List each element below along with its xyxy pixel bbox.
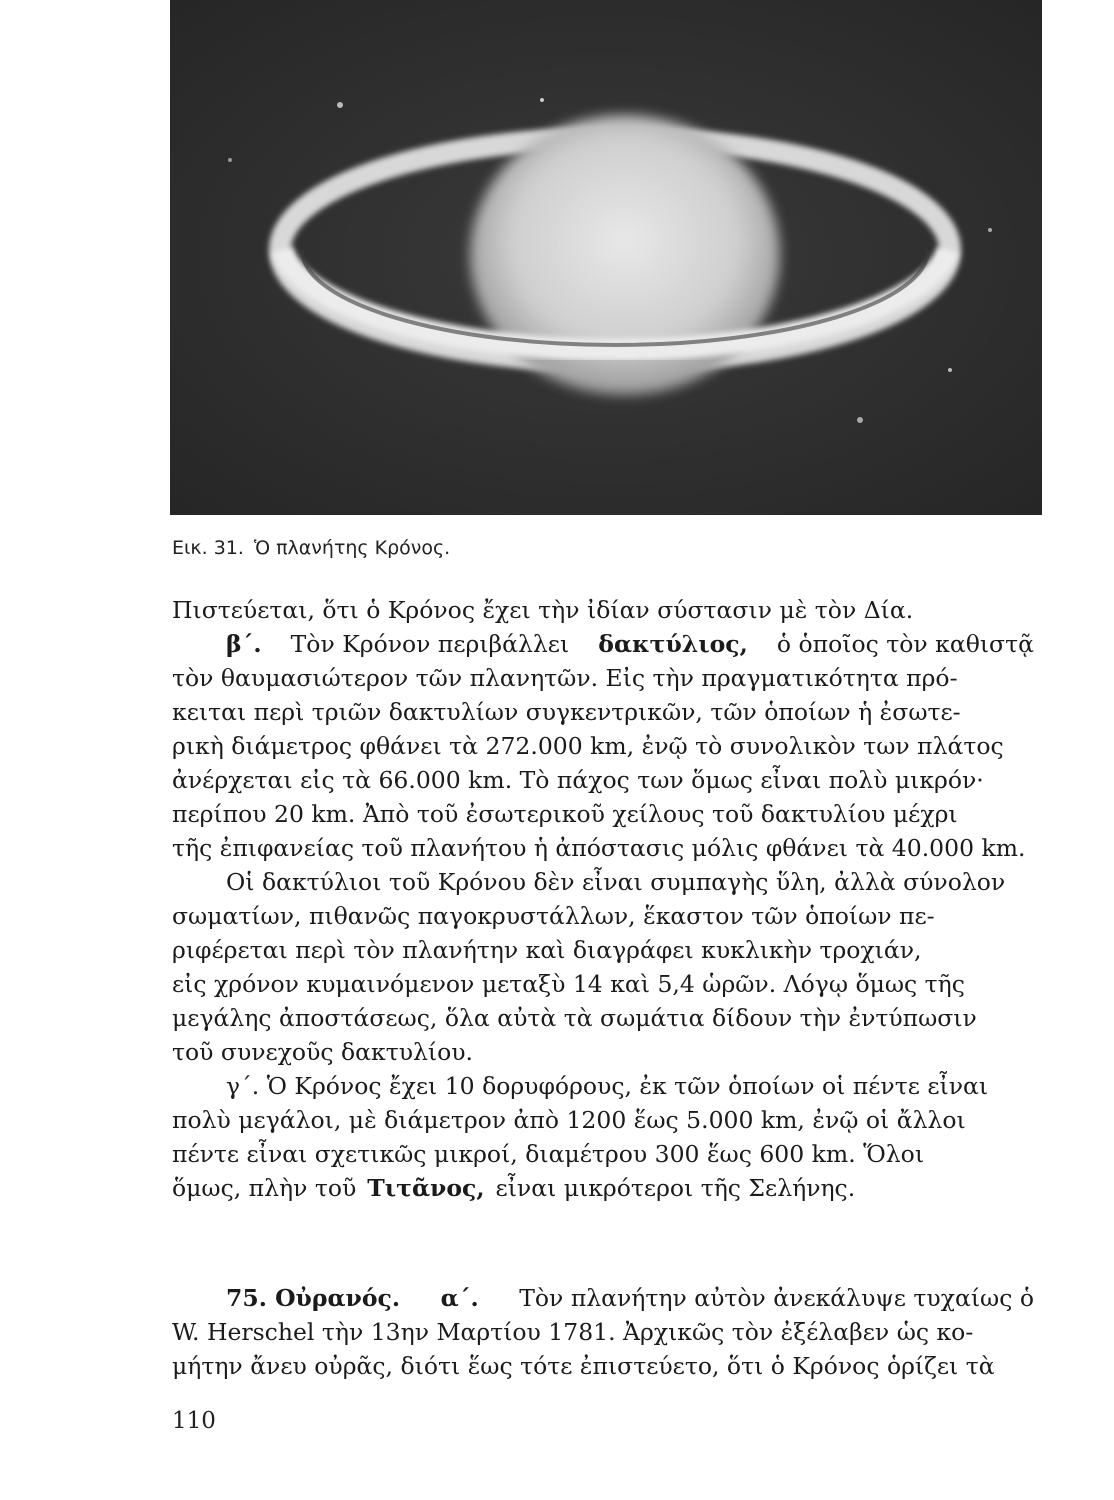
text-line: περίπου 20 km. Ἀπὸ τοῦ ἐσωτερικοῦ χείλους τοῦ δακτυλίου μέχρι [172, 800, 958, 829]
text-fragment: Τὸν Κρόνον περιβάλλει [290, 630, 570, 659]
text-line: πέντε εἶναι σχετικῶς μικροί, διαμέτρου 300 ἕως 600 km. Ὅλοι [172, 1140, 925, 1169]
text-line: εἰς χρόνον κυμαινόμενον μεταξὺ 14 καὶ 5,4 ὡρῶν. Λόγῳ ὅμως τῆς [172, 970, 965, 999]
text-line: Πιστεύεται, ὅτι ὁ Κρόνος ἔχει τὴν ἰδίαν σύστασιν μὲ τὸν Δία. [172, 596, 914, 625]
text-line: ριφέρεται περὶ τὸν πλανήτην καὶ διαγράφει κυκλικὴν τροχιάν, [172, 936, 922, 965]
speck [948, 368, 952, 372]
text-line: Οἱ δακτύλιοι τοῦ Κρόνου δὲν εἶναι συμπαγὴς ὕλη, ἀλλὰ σύνολον [226, 868, 1006, 897]
text-line: ἀνέρχεται εἰς τὰ 66.000 km. Τὸ πάχος των ὅμως εἶναι πολὺ μικρόν· [172, 766, 984, 795]
text-line: κειται περὶ τριῶν δακτυλίων συγκεντρικῶν, τῶν ὁποίων ἡ ἐσωτε- [172, 698, 961, 727]
figure-title: Ὁ πλανήτης Κρόνος. [253, 537, 451, 559]
text-line [172, 1172, 1034, 1206]
section-75 [172, 1282, 1034, 1384]
text-fragment: ὅμως, πλὴν τοῦ [172, 1174, 357, 1203]
section-heading-line [172, 1282, 1034, 1316]
text-fragment: Τὸν πλανήτην αὐτὸν ἀνεκάλυψε τυχαίως ὁ [519, 1284, 1034, 1313]
figure-label: Εικ. 31. [172, 537, 244, 559]
alpha-marker: α΄. [440, 1284, 479, 1313]
text-line: τὸν θαυμασιώτερον τῶν πλανητῶν. Εἰς τὴν πραγματικότητα πρό- [172, 664, 958, 693]
page-number: 110 [172, 1408, 216, 1434]
saturn-photo [170, 0, 1042, 515]
speck [228, 158, 232, 162]
beta-marker: β΄. [226, 630, 262, 659]
text-line: μεγάλης ἀποστάσεως, ὅλα αὐτὰ τὰ σωμάτια δίδουν τὴν ἐντύπωσιν [172, 1004, 977, 1033]
text-fragment: εἶναι μικρότεροι τῆς Σελήνης. [495, 1174, 856, 1203]
speck [988, 228, 992, 232]
text-line: τοῦ συνεχοῦς δακτυλίου. [172, 1038, 474, 1067]
figure-caption [172, 537, 450, 559]
section-heading: 75. Οὐρανός. [226, 1284, 401, 1313]
text-line [172, 628, 1034, 662]
text-fragment: ὁ ὁποῖος τὸν καθιστᾷ [776, 630, 1034, 659]
speck [337, 102, 343, 108]
text-line: πολὺ μεγάλοι, μὲ διάμετρον ἀπὸ 1200 ἕως 5.000 km, ἐνῷ οἱ ἄλλοι [172, 1106, 966, 1135]
main-text [172, 594, 1034, 1206]
text-line: W. Herschel τὴν 13ην Μαρτίου 1781. Ἀρχικῶς τὸν ἐξέλαβεν ὡς κο- [172, 1318, 974, 1347]
text-line: γ΄. Ὁ Κρόνος ἔχει 10 δορυφόρους, ἐκ τῶν ὁποίων οἱ πέντε εἶναι [226, 1072, 989, 1101]
speck [540, 98, 544, 102]
saturn-illustration [170, 0, 1042, 515]
text-line: σωματίων, πιθανῶς παγοκρυστάλλων, ἕκαστον τῶν ὁποίων πε- [172, 902, 935, 931]
text-line: ρικὴ διάμετρος φθάνει τὰ 272.000 km, ἐνῷ τὸ συνολικὸν των πλάτος [172, 732, 1004, 761]
keyword-daktylios: δακτύλιος, [598, 630, 748, 659]
keyword-titan: Τιτᾶνος, [367, 1174, 485, 1203]
text-line: τῆς ἐπιφανείας τοῦ πλανήτου ἡ ἀπόστασις μόλις φθάνει τὰ 40.000 km. [172, 834, 1026, 863]
text-line: μήτην ἄνευ οὐρᾶς, διότι ἕως τότε ἐπιστεύετο, ὅτι ὁ Κρόνος ὁρίζει τὰ [172, 1352, 995, 1381]
speck [857, 417, 863, 423]
